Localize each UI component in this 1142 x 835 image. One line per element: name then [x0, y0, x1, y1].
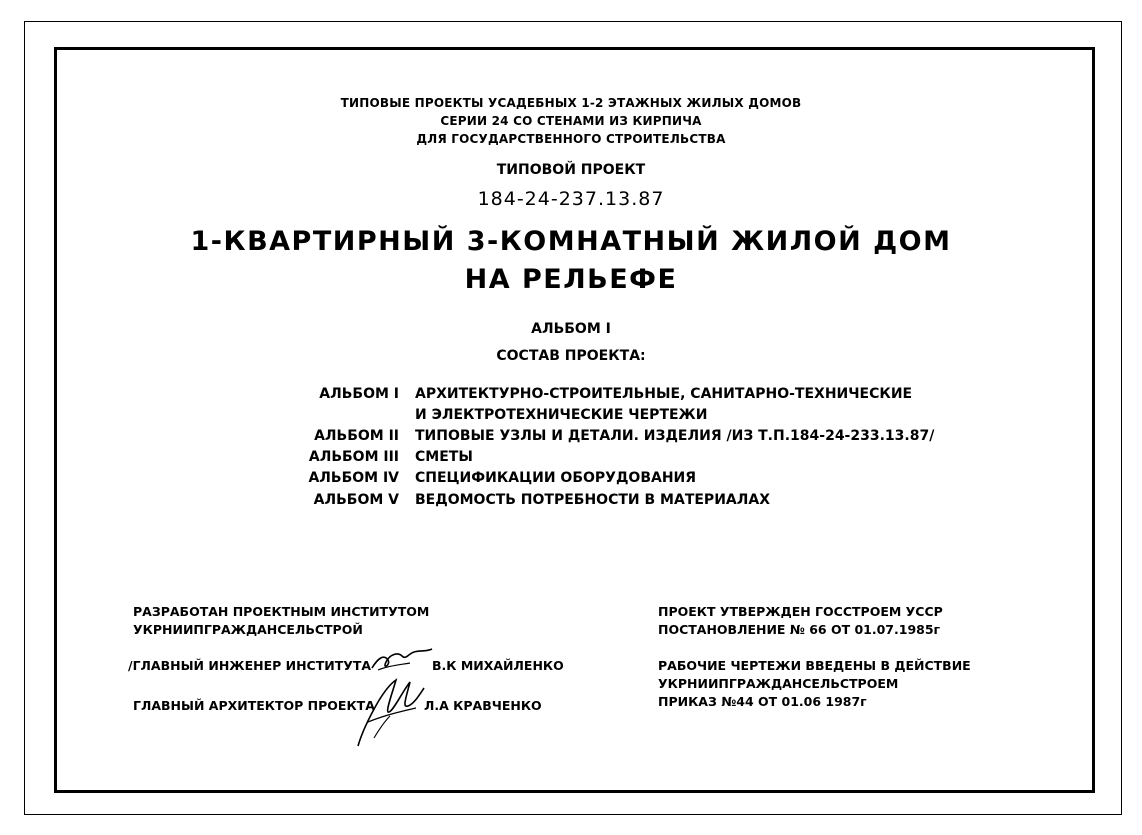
approval-line-3: РАБОЧИЕ ЧЕРТЕЖИ ВВЕДЕНЫ В ДЕЙСТВИЕ — [658, 658, 971, 673]
album-label: АЛЬБОМ I — [531, 321, 611, 337]
album-item-desc: ВЕДОМОСТЬ ПОТРЕБНОСТИ В МАТЕРИАЛАХ — [415, 492, 770, 508]
album-item-desc: СПЕЦИФИКАЦИИ ОБОРУДОВАНИЯ — [415, 470, 697, 486]
approval-line-5: ПРИКАЗ №44 ОТ 01.06 1987г — [658, 694, 867, 709]
chief-engineer-name: В.К МИХАЙЛЕНКО — [432, 658, 564, 673]
album-item-label: АЛЬБОМ III — [308, 449, 399, 465]
approval-line-4: УКРНИИПГРАЖДАНСЕЛЬСТРОЕМ — [658, 676, 899, 691]
album-item-label: АЛЬБОМ V — [313, 492, 399, 508]
album-item-desc: ТИПОВЫЕ УЗЛЫ И ДЕТАЛИ. ИЗДЕЛИЯ /ИЗ Т.П.184-24-233.13.87/ — [415, 428, 935, 444]
series-line-3: ДЛЯ ГОСУДАРСТВЕННОГО СТРОИТЕЛЬСТВА — [416, 132, 726, 146]
title-line-2: НА РЕЛЬЕФЕ — [464, 264, 678, 295]
approval-line-2: ПОСТАНОВЛЕНИЕ № 66 ОТ 01.07.1985г — [658, 622, 941, 637]
composition-heading: СОСТАВ ПРОЕКТА: — [496, 348, 646, 364]
album-item-desc: СМЕТЫ — [415, 449, 473, 465]
title-line-1: 1-КВАРТИРНЫЙ 3-КОМНАТНЫЙ ЖИЛОЙ ДОМ — [190, 226, 952, 257]
series-line-1: ТИПОВЫЕ ПРОЕКТЫ УСАДЕБНЫХ 1-2 ЭТАЖНЫХ ЖИЛЫХ ДОМОВ — [340, 96, 802, 110]
album-item-desc: АРХИТЕКТУРНО-СТРОИТЕЛЬНЫЕ, САНИТАРНО-ТЕХНИЧЕСКИЕ — [415, 386, 913, 402]
album-item-desc: И ЭЛЕКТРОТЕХНИЧЕСКИЕ ЧЕРТЕЖИ — [415, 407, 708, 423]
chief-architect-name: Л.А КРАВЧЕНКО — [424, 698, 542, 713]
approval-line-1: ПРОЕКТ УТВЕРЖДЕН ГОССТРОЕМ УССР — [658, 604, 943, 619]
developer-line-1: РАЗРАБОТАН ПРОЕКТНЫМ ИНСТИТУТОМ — [133, 604, 430, 619]
project-number: 184-24-237.13.87 — [477, 188, 665, 210]
album-item-label: АЛЬБОМ IV — [308, 470, 399, 486]
album-item-label: АЛЬБОМ I — [319, 386, 399, 402]
series-line-2: СЕРИИ 24 СО СТЕНАМИ ИЗ КИРПИЧА — [440, 114, 702, 128]
chief-architect-title: ГЛАВНЫЙ АРХИТЕКТОР ПРОЕКТА — [133, 698, 375, 713]
architect-signature — [352, 672, 428, 750]
engineer-signature — [368, 646, 436, 674]
chief-engineer-title: /ГЛАВНЫЙ ИНЖЕНЕР ИНСТИТУТА — [128, 658, 372, 673]
album-item-label: АЛЬБОМ II — [314, 428, 399, 444]
project-label: ТИПОВОЙ ПРОЕКТ — [496, 162, 646, 178]
developer-line-2: УКРНИИПГРАЖДАНСЕЛЬСТРОЙ — [133, 622, 363, 637]
